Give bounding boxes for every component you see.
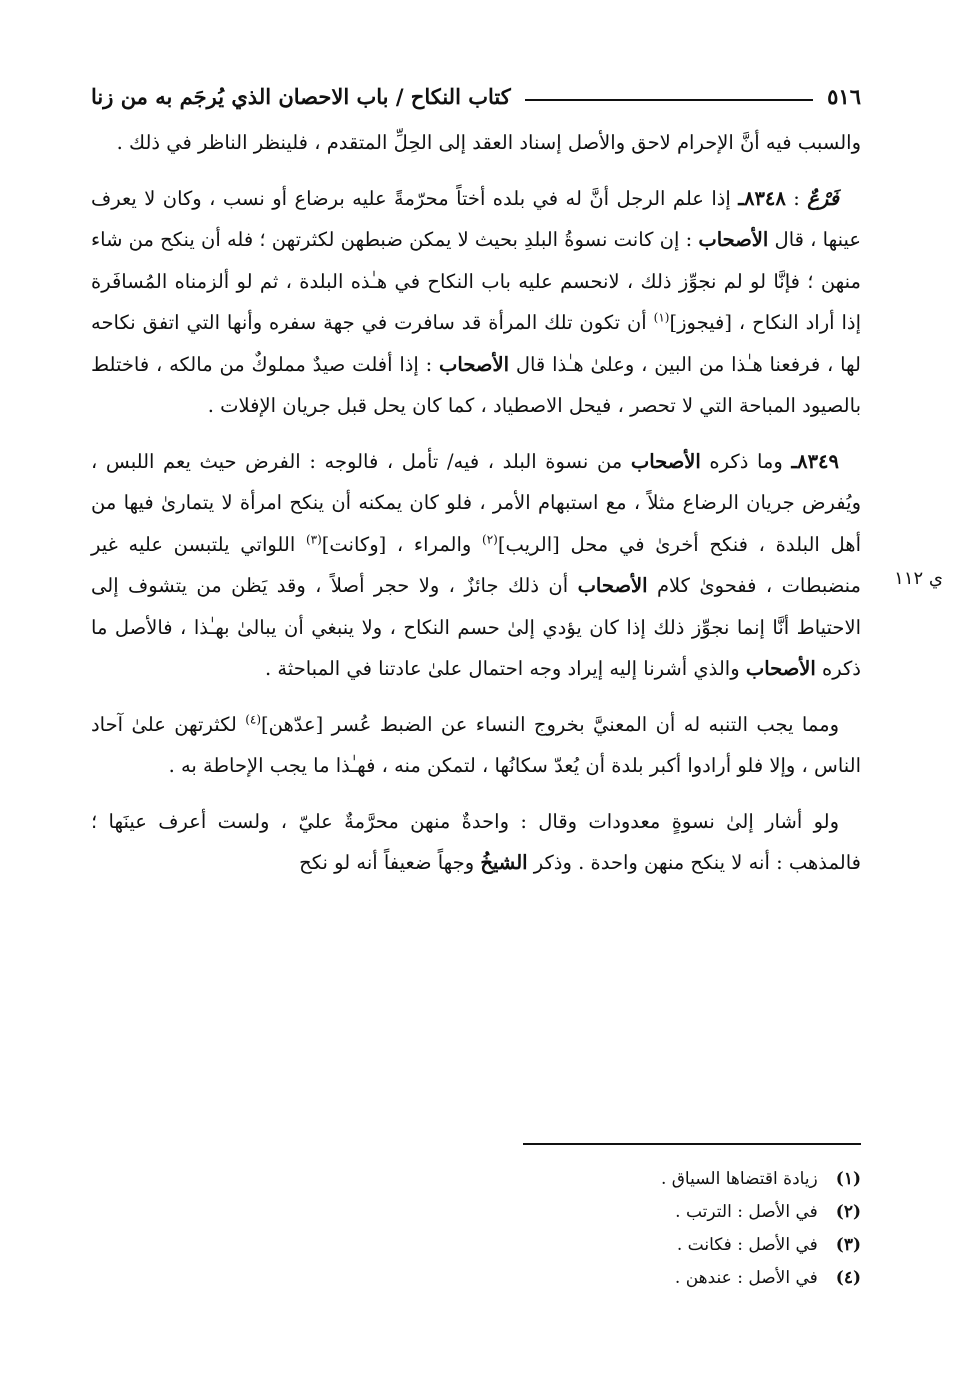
text-segment: : إن كانت نسوةُ البلدِ بحيث لا يمكن ضبطهن لكثرتهن ؛ فله أن ينكح من شاء منهن ؛ فإنَّا لو لم نجوِّز ذلك ، لانحسم عليه باب النكاح في هـٰذه البلدة ، ثم لو ألزمناه المُسافَرة إذا أراد النكاح ، [فيجوز] xyxy=(91,228,861,334)
emphasis: الأصحاب xyxy=(439,352,510,376)
emphasis: الأصحاب xyxy=(698,228,769,251)
text-segment: من نسوة البلد ، فيه/ تأمل ، فالوجه : الفرض حيث يعم اللبس ، ويُفرض جريان الرضاع مثلاً ، مع استبهام الأمر ، فلو كان يمكنه أن ينكح امرأة لا يتمارىٰ فيها من أهل البلدة ، فنكح أخرىٰ في محل [الريب] xyxy=(91,449,861,556)
paragraph-1: والسبب فيه أنَّ الإحرام لاحق والأصل إسناد العقد إلى الحِلِّ المتقدم ، فلينظر الناظر في ذلك . xyxy=(116,131,861,154)
running-header xyxy=(91,78,861,114)
footnote-text: في الأصل : فكانت . xyxy=(676,1235,818,1255)
paragraph-2 xyxy=(91,178,861,427)
header-rule xyxy=(525,99,813,101)
footnote-separator xyxy=(523,1143,861,1145)
issue-number: ٨٣٤٩ـ xyxy=(791,449,840,473)
text-segment: أن ذلك جائزٌ ، ولا حجر أصلاً ، وقد يَظن من يتشوف إلى الاحتياط أنَّا إنما نجوِّز ذلك إذا كان يؤدي إلىٰ حسم النكاح ، ولا ينبغي أن يبالىٰ بهـٰذا ، فالأصل ما ذكره xyxy=(91,574,861,680)
text-segment: والذي أشرنا إليه إيراد وجه احتمال علىٰ عادتنا في المباحثة . xyxy=(264,657,746,680)
text-segment: ومما يجب التنبه له أن المعنيَّ بخروج النساء عن الضبط عُسر [عدّهن] xyxy=(261,712,839,736)
footnote-number: (٢) xyxy=(835,1202,861,1222)
footnote-text: زيادة اقتضاها السياق . xyxy=(660,1169,818,1189)
text-segment: اللواتي يلتبسن عليه غير منضبطات ، ففحوىٰ كلام xyxy=(91,532,861,597)
footnote-number: (١) xyxy=(835,1169,861,1189)
emphasis: الأصحاب xyxy=(577,574,648,597)
footnote-ref[interactable]: (١) xyxy=(653,310,670,325)
emphasis: الشيخُ xyxy=(480,851,528,874)
footnotes xyxy=(91,1163,861,1295)
footnote-ref[interactable]: (٤) xyxy=(245,712,262,726)
paragraph-5 xyxy=(91,801,861,884)
colon: : xyxy=(785,186,800,210)
section-label: فَرْعٌ xyxy=(807,186,839,210)
footnote-item xyxy=(91,1229,861,1262)
paragraph-3 xyxy=(91,441,861,690)
paragraph-4 xyxy=(91,704,861,787)
footnote-item xyxy=(91,1196,861,1229)
emphasis: الأصحاب xyxy=(630,449,701,473)
footnote-number: (٤) xyxy=(835,1268,861,1288)
issue-number: ٨٣٤٨ـ xyxy=(738,186,786,210)
text-segment: : إذا أفلت صيدٌ مملوكٌ من مالكه ، فاختلط بالصيود المباحة التي لا تحصر ، فيحل الاصطياد ، كما كان يحل قبل جريان الإفلات . xyxy=(91,352,861,417)
main-text xyxy=(91,122,861,884)
text-segment: أن تكون تلك المرأة قد سافرت في جهة سفره وأنها التي اتفق نكاحه لها ، فرفعنا هـٰذا من البين ، وعلىٰ هـٰذا قال xyxy=(91,311,861,376)
footnote-ref[interactable]: (٣) xyxy=(305,532,322,546)
footnote-item xyxy=(91,1163,861,1196)
footnote-number: (٣) xyxy=(835,1235,861,1255)
footnote-ref[interactable]: (٢) xyxy=(482,532,498,546)
text-segment: إذا علم الرجل أنَّ له في بلده أختاً محرّمةً عليه برضاع أو نسب ، وكان لا يعرف عينها ، قال xyxy=(91,186,861,251)
margin-manuscript-reference: ي ١١٢ xyxy=(894,568,943,589)
emphasis: الأصحاب xyxy=(745,657,816,680)
footnote-text: في الأصل : الترتب . xyxy=(675,1202,818,1222)
chapter-title: كتاب النكاح / باب الاحصان الذي يُرجَم به من زنا xyxy=(91,83,511,109)
text-segment: والمراء ، [وكانت] xyxy=(321,532,483,556)
page-number: ٥١٦ xyxy=(827,83,861,109)
footnote-text: في الأصل : عندهن . xyxy=(674,1268,818,1288)
text-segment: وما ذكره xyxy=(700,449,792,473)
text-segment: وجهاً ضعيفاً أنه لو نكح xyxy=(299,851,481,874)
text-segment: لكثرتهن علىٰ آحاد الناس ، وإلا فلو أرادوا أكبر بلدة أن يُعدّ سكانُها ، لتمكن منه ، فهـٰذا ما يجب الإحاطة به . xyxy=(91,712,861,777)
footnote-item xyxy=(91,1262,861,1295)
text-segment: ولو أشار إلىٰ نسوةٍ معدودات وقال : واحدةٌ منهن محرَّمةٌ عليّ ، ولست أعرف عينَها ؛ فالمذهب : أنه لا ينكح منهن واحدة . وذكر xyxy=(91,809,861,874)
